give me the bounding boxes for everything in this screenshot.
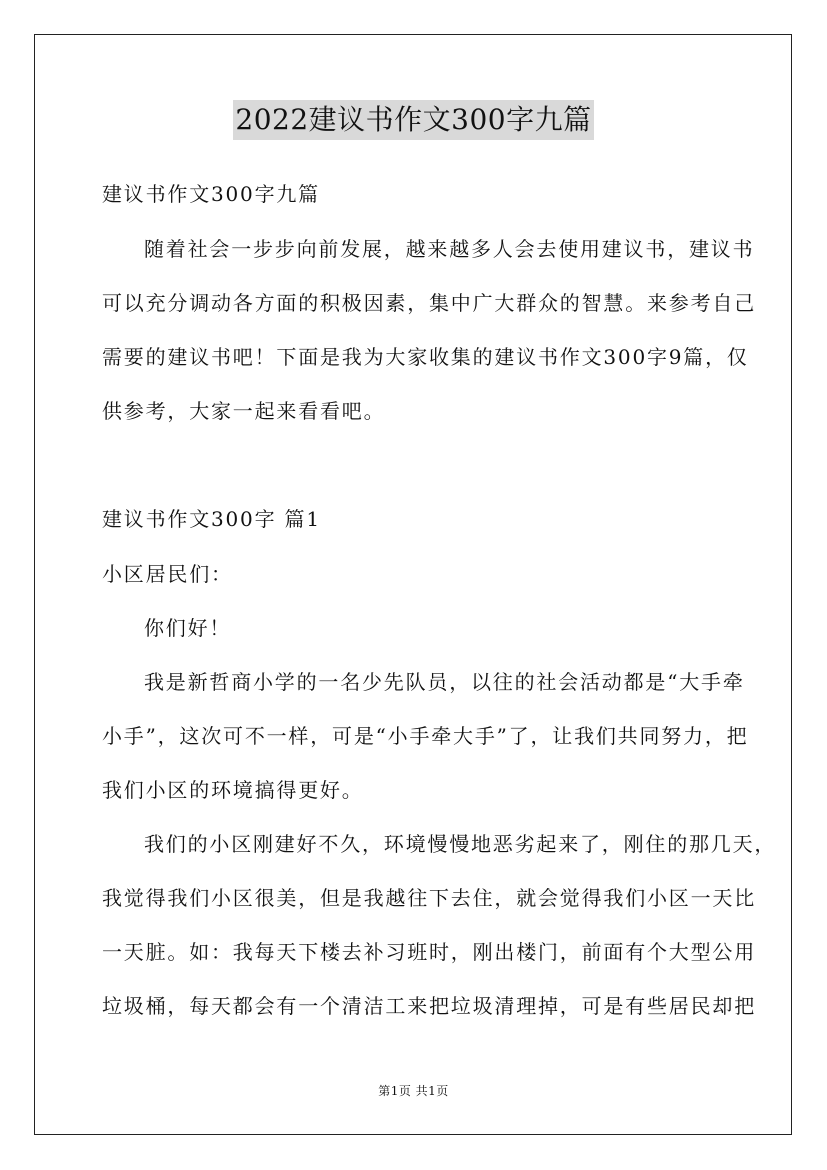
para1-line-3: 我们小区的环境搞得更好。 [102,778,364,802]
greeting: 你们好！ [144,616,232,640]
salutation: 小区居民们： [102,562,233,586]
intro-line-3: 需要的建议书吧！下面是我为大家收集的建议书作文300字9篇，仅 [102,345,749,369]
para2-line-4: 垃圾桶，每天都会有一个清洁工来把垃圾清理掉，可是有些居民却把 [102,994,756,1018]
intro-line-2: 可以充分调动各方面的积极因素，集中广大群众的智慧。来参考自己 [102,291,756,315]
intro-line-1: 随着社会一步步向前发展，越来越多人会去使用建议书，建议书 [144,237,755,261]
para2-line-2: 我觉得我们小区很美，但是我越往下去住，就会觉得我们小区一天比 [102,886,756,910]
para1-line-2: 小手”，这次可不一样，可是“小手牵大手”了，让我们共同努力，把 [102,724,749,748]
title-container [0,100,827,140]
section-heading: 建议书作文300字 篇1 [102,507,321,531]
para2-line-1: 我们的小区刚建好不久，环境慢慢地恶劣起来了，刚住的那几天， [144,832,777,856]
intro-line-4: 供参考，大家一起来看看吧。 [102,399,386,423]
para2-line-3: 一天脏。如：我每天下楼去补习班时，刚出楼门，前面有个大型公用 [102,940,756,964]
document-subtitle: 建议书作文300字九篇 [102,182,320,206]
para1-line-1: 我是新哲商小学的一名少先队员，以往的社会活动都是“大手牵 [144,670,745,694]
page-footer: 第1页 共1页 [378,1084,449,1098]
document-title: 2022建议书作文300字九篇 [233,100,593,140]
